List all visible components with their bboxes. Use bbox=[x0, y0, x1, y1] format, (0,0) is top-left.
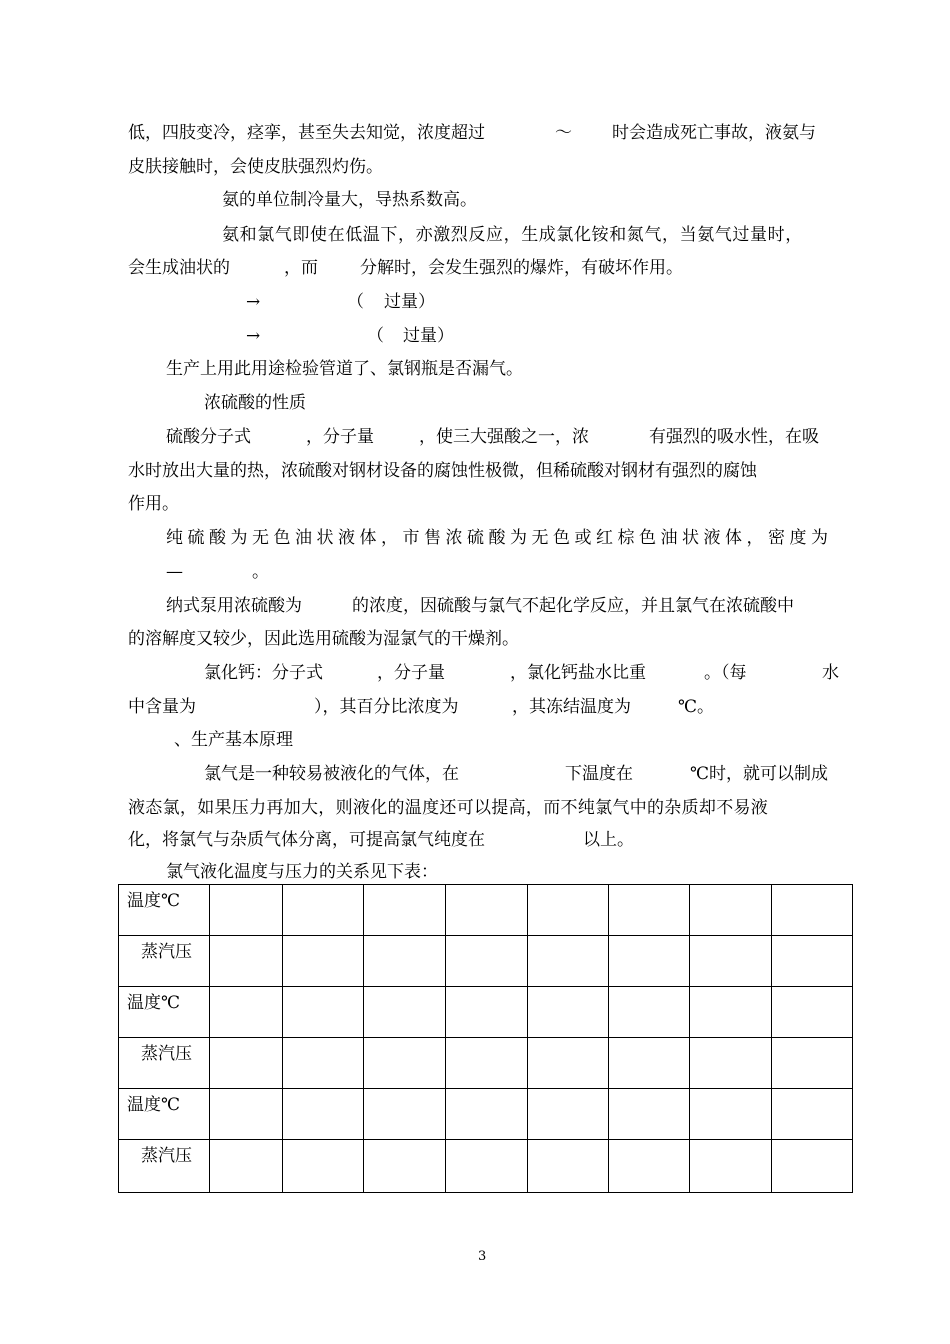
table-row bbox=[119, 885, 853, 936]
para-line: ），其百分比浓度为 bbox=[314, 697, 459, 717]
table-cell bbox=[210, 1038, 283, 1089]
para-line: 低，四肢变冷，痉挛，甚至失去知觉，浓度超过 bbox=[128, 123, 485, 143]
table-cell bbox=[690, 885, 772, 936]
para-line: ～ bbox=[555, 123, 572, 143]
table-cell bbox=[690, 1038, 772, 1089]
table-cell bbox=[283, 1038, 364, 1089]
table-cell bbox=[446, 1038, 528, 1089]
para-line: 。 bbox=[252, 562, 269, 582]
para-line: 氨和氯气即使在低温下，亦激烈反应，生成氯化铵和氮气，当氨气过量时， bbox=[222, 225, 803, 245]
table-cell bbox=[210, 987, 283, 1038]
arrow-glyph: → bbox=[246, 292, 261, 312]
para-line: 会生成油状的 bbox=[128, 258, 230, 278]
para-line: 皮肤接触时，会使皮肤强烈灼伤。 bbox=[128, 157, 383, 177]
para-line: ，而 bbox=[284, 258, 318, 278]
table-row bbox=[119, 1140, 853, 1193]
table-cell bbox=[690, 1140, 772, 1193]
table-cell bbox=[772, 885, 853, 936]
para-line: 时会造成死亡事故，液氨与 bbox=[612, 123, 816, 143]
reaction-text: 过量） bbox=[384, 292, 435, 312]
vapor-pressure-table bbox=[118, 884, 853, 1193]
reaction-text: 过量） bbox=[403, 326, 454, 346]
table-cell bbox=[283, 936, 364, 987]
para-line: 的溶解度又较少，因此选用硫酸为湿氯气的干燥剂。 bbox=[128, 629, 519, 649]
para-line: 液态氯，如果压力再加大，则液化的温度还可以提高，而不纯氯气中的杂质却不易液 bbox=[128, 798, 769, 818]
table-cell bbox=[283, 987, 364, 1038]
table-cell bbox=[210, 1140, 283, 1193]
table-cell bbox=[528, 1140, 609, 1193]
para-line: 分解时，会发生强烈的爆炸，有破坏作用。 bbox=[360, 258, 683, 278]
table-caption: 氯气液化温度与压力的关系见下表： bbox=[166, 862, 438, 882]
para-line: 氯气是一种较易被液化的气体，在 bbox=[204, 764, 459, 784]
table-cell bbox=[364, 1038, 446, 1089]
table-cell bbox=[772, 1140, 853, 1193]
table-cell bbox=[528, 1038, 609, 1089]
para-line: 氨的单位制冷量大，导热系数高。 bbox=[222, 190, 477, 210]
page-number: 3 bbox=[478, 1249, 487, 1264]
table-cell bbox=[690, 936, 772, 987]
table-cell bbox=[528, 885, 609, 936]
para-line: 以上。 bbox=[583, 830, 634, 850]
para-line: 的浓度，因硫酸与氯气不起化学反应，并且氯气在浓硫酸中 bbox=[352, 596, 794, 616]
para-line: 水 bbox=[822, 663, 839, 683]
table-cell bbox=[772, 936, 853, 987]
table-cell bbox=[446, 1140, 528, 1193]
table-cell bbox=[609, 1089, 690, 1140]
section-heading: 、生产基本原理 bbox=[174, 730, 293, 750]
para-line: 氯化钙：分子式 bbox=[204, 663, 323, 683]
table-cell bbox=[609, 1140, 690, 1193]
para-line: ℃。 bbox=[678, 697, 715, 717]
table-cell bbox=[210, 1089, 283, 1140]
table-cell bbox=[528, 1089, 609, 1140]
para-line: ，使三大强酸之一，浓 bbox=[419, 427, 589, 447]
table-cell bbox=[283, 885, 364, 936]
table-cell bbox=[690, 1089, 772, 1140]
table-cell bbox=[772, 1038, 853, 1089]
table-cell bbox=[609, 885, 690, 936]
para-line: 硫酸分子式 bbox=[166, 427, 251, 447]
table-cell bbox=[609, 1038, 690, 1089]
reaction-paren: （ bbox=[367, 326, 384, 346]
para-line: ，分子量 bbox=[306, 427, 374, 447]
para-line: ，其冻结温度为 bbox=[512, 697, 631, 717]
table-row bbox=[119, 1089, 853, 1140]
table-cell bbox=[364, 936, 446, 987]
para-line: 中含量为 bbox=[128, 697, 196, 717]
row-label: 蒸汽压 bbox=[119, 936, 210, 987]
row-label: 温度℃ bbox=[119, 987, 210, 1038]
table-cell bbox=[609, 987, 690, 1038]
section-heading: 浓硫酸的性质 bbox=[204, 393, 306, 413]
table-cell bbox=[772, 987, 853, 1038]
table-cell bbox=[446, 987, 528, 1038]
table-cell bbox=[364, 1140, 446, 1193]
table-cell bbox=[364, 1089, 446, 1140]
para-line: ℃时，就可以制成 bbox=[690, 764, 829, 784]
row-label: 蒸汽压 bbox=[119, 1038, 210, 1089]
table-cell bbox=[364, 885, 446, 936]
table-cell bbox=[364, 987, 446, 1038]
table-row bbox=[119, 987, 853, 1038]
table-row bbox=[119, 936, 853, 987]
table-cell bbox=[446, 885, 528, 936]
row-label: 蒸汽压 bbox=[119, 1140, 210, 1193]
para-line: ，分子量 bbox=[377, 663, 445, 683]
para-line: 生产上用此用途检验管道了、氯钢瓶是否漏气。 bbox=[166, 359, 523, 379]
table-cell bbox=[528, 936, 609, 987]
reaction-paren: （ bbox=[347, 292, 364, 312]
table-cell bbox=[609, 936, 690, 987]
para-line: 作用。 bbox=[128, 494, 179, 514]
para-line: 下温度在 bbox=[565, 764, 633, 784]
table-row bbox=[119, 1038, 853, 1089]
para-line: ，氯化钙盐水比重 bbox=[510, 663, 646, 683]
table-cell bbox=[210, 936, 283, 987]
table-cell bbox=[283, 1140, 364, 1193]
table-cell bbox=[772, 1089, 853, 1140]
table-cell bbox=[446, 1089, 528, 1140]
arrow-glyph: → bbox=[246, 326, 261, 346]
table-cell bbox=[283, 1089, 364, 1140]
para-line: 纳式泵用浓硫酸为 bbox=[166, 596, 302, 616]
table-cell bbox=[528, 987, 609, 1038]
para-line: 。（每 bbox=[704, 663, 747, 683]
row-label: 温度℃ bbox=[119, 1089, 210, 1140]
table-cell bbox=[210, 885, 283, 936]
para-line: 有强烈的吸水性，在吸 bbox=[649, 427, 819, 447]
para-line: 水时放出大量的热，浓硫酸对钢材设备的腐蚀性极微，但稀硫酸对钢材有强烈的腐蚀 bbox=[128, 461, 757, 481]
row-label: 温度℃ bbox=[119, 885, 210, 936]
table-cell bbox=[690, 987, 772, 1038]
para-line: 纯硫酸为无色油状液体，市售浓硫酸为无色或红棕色油状液体，密度为 bbox=[166, 528, 833, 548]
para-line: — bbox=[166, 562, 183, 582]
table-cell bbox=[446, 936, 528, 987]
para-line: 化，将氯气与杂质气体分离，可提高氯气纯度在 bbox=[128, 830, 485, 850]
